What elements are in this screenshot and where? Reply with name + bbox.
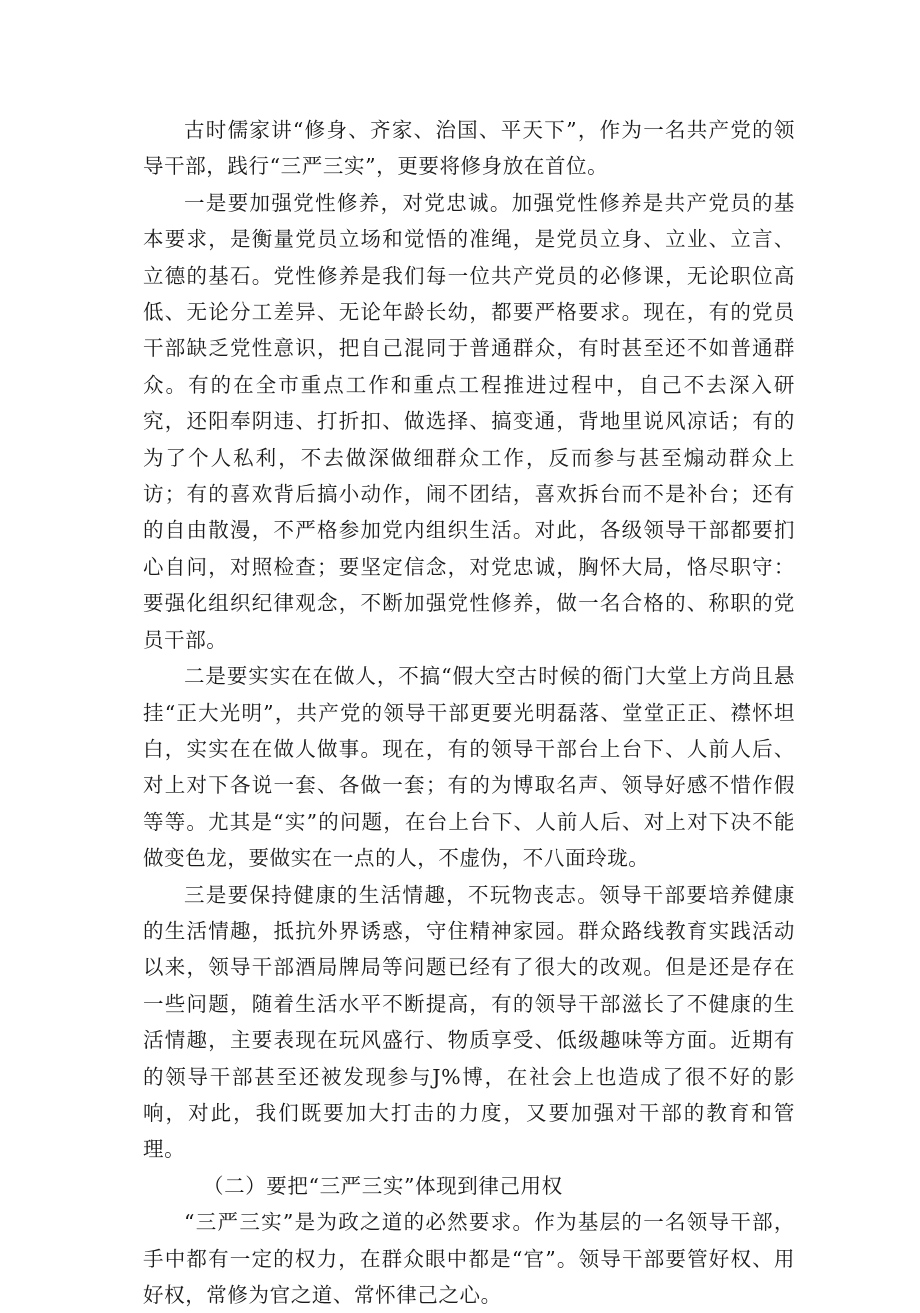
document-body xyxy=(143,112,795,1313)
paragraph-honest-conduct: 二是要实实在在做人，不搞“假大空古时候的衙门大堂上方尚且悬挂“正大光明”，共产党的领导干部更要光明磊落、堂堂正正、襟怀坦白，实实在在做人做事。现在，有的领导干部台上台下、人前人后、对上对下各说一套、各做一套；有的为博取名声、领导好感不惜作假等等。尤其是“实”的问题，在台上台下、人前人后、对上对下决不能做变色龙，要做实在一点的人，不虚伪，不八面玲珑。 xyxy=(143,664,795,871)
paragraph-healthy-lifestyle: 三是要保持健康的生活情趣，不玩物丧志。领导干部要培养健康的生活情趣，抵抗外界诱惑，守住精神家园。群众路线教育实践活动以来，领导干部酒局牌局等问题已经有了很大的改观。但是还是存在一些问题，随着生活水平不断提高，有的领导干部滋长了不健康的生活情趣，主要表现在玩风盛行、物质享受、低级趣味等方面。近期有的领导干部甚至还被发现参与J%博，在社会上也造成了很不好的影响，对此，我们既要加大打击的力度，又要加强对干部的教育和管理。 xyxy=(143,882,795,1162)
paragraph-party-spirit: 一是要加强党性修养，对党忠诚。加强党性修养是共产党员的基本要求，是衡量党员立场和觉悟的准绳，是党员立身、立业、立言、立德的基石。党性修养是我们每一位共产党员的必修课，无论职位高低、无论分工差异、无论年龄长幼，都要严格要求。现在，有的党员干部缺乏党性意识，把自己混同于普通群众，有时甚至还不如普通群众。有的在全市重点工作和重点工程推进过程中，自己不去深入研究，还阳奉阴违、打折扣、做选择、搞变通，背地里说风凉话；有的为了个人私利，不去做深做细群众工作，反而参与甚至煽动群众上访；有的喜欢背后搞小动作，闹不团结，喜欢拆台而不是补台；还有的自由散漫，不严格参加党内组织生活。对此，各级领导干部都要扪心自问，对照检查；要坚定信念，对党忠诚，胸怀大局，恪尽职守：要强化组织纪律观念，不断加强党性修养，做一名合格的、称职的党员干部。 xyxy=(143,190,795,652)
paragraph-closing: “三严三实”是为政之道的必然要求。作为基层的一名领导干部，手中都有一定的权力，在群众眼中都是“官”。领导干部要管好权、用好权，常修为官之道、常怀律己之心。 xyxy=(143,1210,795,1307)
paragraph-intro: 古时儒家讲“修身、齐家、治国、平天下”，作为一名共产党的领导干部，践行“三严三实”，更要将修身放在首位。 xyxy=(143,118,795,179)
section-subheading: （二）要把“三严三实”体现到律己用权 xyxy=(203,1173,563,1198)
